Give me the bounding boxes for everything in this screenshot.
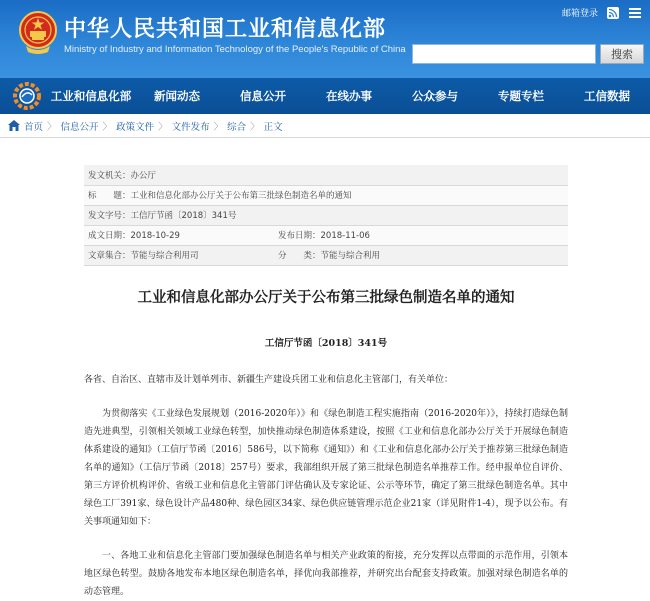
breadcrumb-separator: 〉: [213, 121, 224, 133]
breadcrumb-current[interactable]: 正文: [263, 121, 283, 133]
document-meta-table: [84, 165, 568, 266]
search-bar: [412, 44, 646, 64]
site-header: [0, 0, 650, 78]
main-nav: [0, 78, 650, 114]
nav-item-info-disclosure[interactable]: 信息公开: [240, 89, 286, 103]
home-icon: [8, 120, 20, 131]
ministry-logo-icon[interactable]: [12, 81, 42, 111]
breadcrumb-info-disclosure[interactable]: 信息公开: [60, 121, 99, 133]
mail-login-link[interactable]: 邮箱登录: [561, 9, 598, 19]
meta-collection: 文章集合：节能与综合利用司: [84, 245, 274, 265]
meta-category: 分 类：节能与综合利用: [274, 245, 568, 265]
top-links: [562, 6, 642, 19]
breadcrumb-policy-docs[interactable]: 政策文件: [116, 121, 155, 133]
breadcrumb-doc-release[interactable]: 文件发布: [171, 121, 210, 133]
meta-published-date: 发布日期：2018-11-06: [274, 225, 568, 245]
nav-item-news[interactable]: 新闻动态: [154, 89, 200, 103]
menu-icon[interactable]: [628, 7, 642, 19]
document-number: 工信厅节函〔2018〕341号: [264, 337, 388, 349]
document-paragraph-1: 为贯彻落实《工业绿色发展规划（2016-2020年）》和《绿色制造工程实施指南（2016-2020年）》，持续打造绿色制造先进典型，引领相关领域工业绿色转型，加快推动绿色制造体系建设，按照《工业和信息化部办公厅关于开展绿色制造体系建设的通知》（工信厅节函〔2016〕586号，以下简称《通知》）和《工业和信息化部办公厅关于推荐第三批绿色制造名单的通知》（工信厅节函〔2018〕257号）要求，我部组织开展了第三批绿色制造名单推荐工作。经申报单位自评价、第三方评价机构评价、省级工业和信息化主管部门评估确认及专家论证、公示等环节，确定了第三批绿色制造名单。其中绿色工厂391家、绿色设计产品480种、绿色园区34家、绿色供应链管理示范企业21家（详见附件1-4），现予以公布。有关事项通知如下：: [84, 408, 568, 527]
nav-item-online-services[interactable]: 在线办事: [326, 89, 372, 103]
nav-item-data[interactable]: 工信数据: [584, 89, 630, 103]
meta-issuer: 发文机关：办公厅: [84, 165, 568, 185]
document-addressee: 各省、自治区、直辖市及计划单列市、新疆生产建设兵团工业和信息化主管部门，有关单位：: [84, 374, 454, 385]
meta-created-date: 成文日期：2018-10-29: [84, 225, 274, 245]
search-input[interactable]: [412, 44, 596, 64]
breadcrumb-separator: 〉: [158, 121, 168, 133]
rss-icon[interactable]: [606, 7, 620, 19]
breadcrumb: [0, 114, 650, 138]
nav-items: [48, 78, 650, 114]
breadcrumb-separator: 〉: [47, 121, 57, 133]
breadcrumb-separator: 〉: [102, 121, 113, 133]
meta-title: 标 题：工业和信息化部办公厅关于公布第三批绿色制造名单的通知: [84, 185, 568, 205]
national-emblem-icon: [18, 10, 58, 56]
search-button[interactable]: 搜索: [600, 44, 644, 64]
document-paragraph-2: 一、各地工业和信息化主管部门要加强绿色制造名单与相关产业政策的衔接，充分发挥以点带面的示范作用，引领本地区绿色转型。鼓励各地发布本地区绿色制造名单，择优向我部推荐，并研究出台配套支持政策。加强对绿色制造名单的动态管理。: [84, 550, 568, 597]
breadcrumb-general[interactable]: 综合: [227, 121, 247, 133]
nav-item-special-topics[interactable]: 专题专栏: [498, 89, 544, 103]
document-title: 工业和信息化部办公厅关于公布第三批绿色制造名单的通知: [137, 289, 515, 306]
meta-doc-number: 发文字号：工信厅节函〔2018〕341号: [84, 205, 568, 225]
site-subtitle: Ministry of Industry and Information Technology of the People's Republic of China: [64, 44, 406, 55]
breadcrumb-separator: 〉: [250, 121, 260, 133]
nav-item-ministry[interactable]: 工业和信息化部: [50, 89, 132, 103]
nav-item-public-participation[interactable]: 公众参与: [412, 89, 458, 103]
article-content: [84, 165, 568, 601]
breadcrumb-home[interactable]: 首页: [24, 121, 44, 133]
site-title: 中华人民共和国工业和信息化部: [64, 17, 387, 42]
